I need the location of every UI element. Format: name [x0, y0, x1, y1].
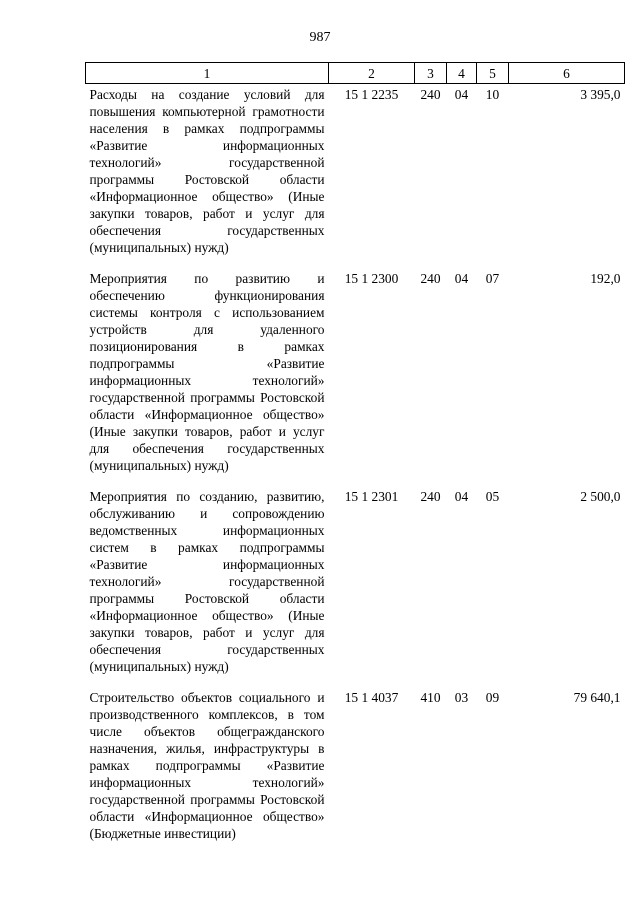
row-section: 04 — [454, 271, 469, 286]
row-section: 04 — [454, 489, 469, 504]
row-subsection: 05 — [485, 489, 500, 504]
row-description: Мероприятия по развитию и обеспечению функционирования системы контроля с использованием устройств для удаленного позиционирования в рамках подпрограммы «Развитие информационных технологий» государственной программы Ростовской области «Информационное общество» (Иные закупки товаров, работ и услуг для обеспечения государственных (муниципальных) нужд) — [89, 271, 325, 473]
row-amount: 79 640,1 — [573, 690, 621, 705]
col-header-5: 5 — [477, 63, 509, 84]
row-amount: 3 395,0 — [580, 87, 621, 102]
table-row — [86, 486, 625, 687]
row-description: Строительство объектов социального и производственного комплексов, в том числе объектов общегражданского назначения, жилья, инфраструктуры в рамках подпрограммы «Развитие информационных технологий» государственной программы Ростовской области «Информационное общество» (Бюджетные инвестиции) — [89, 690, 325, 841]
row-amount: 2 500,0 — [580, 489, 621, 504]
row-expense-type: 240 — [420, 87, 441, 102]
row-description: Мероприятия по созданию, развитию, обслуживанию и сопровождению ведомственных информационных систем в рамках подпрограммы «Развитие информационных технологий» государственной программы Ростовской области «Информационное общество» (Иные закупки товаров, работ и услуг для обеспечения государственных (муниципальных) нужд) — [89, 489, 325, 674]
col-header-4: 4 — [447, 63, 477, 84]
row-subsection: 07 — [485, 271, 500, 286]
row-target-code: 15 1 2301 — [344, 489, 399, 504]
page-number: 987 — [309, 30, 331, 45]
col-header-1: 1 — [86, 63, 329, 84]
row-subsection: 10 — [485, 87, 500, 102]
budget-table — [85, 62, 625, 854]
table-row — [86, 84, 625, 269]
row-section: 04 — [454, 87, 469, 102]
table-row — [86, 268, 625, 486]
row-description: Расходы на создание условий для повышения компьютерной грамотности населения в рамках подпрограммы «Развитие информационных технологий» государственной программы Ростовской области «Информационное общество» (Иные закупки товаров, работ и услуг для обеспечения государственных (муниципальных) нужд) — [89, 87, 325, 255]
row-amount: 192,0 — [590, 271, 621, 286]
col-header-3: 3 — [415, 63, 447, 84]
col-header-6: 6 — [509, 63, 625, 84]
row-expense-type: 410 — [420, 690, 441, 705]
col-header-2: 2 — [329, 63, 415, 84]
row-target-code: 15 1 4037 — [344, 690, 399, 705]
row-expense-type: 240 — [420, 489, 441, 504]
table-row — [86, 687, 625, 854]
table-header-row — [86, 63, 625, 84]
row-target-code: 15 1 2235 — [344, 87, 399, 102]
row-section: 03 — [454, 690, 469, 705]
row-subsection: 09 — [485, 690, 500, 705]
row-target-code: 15 1 2300 — [344, 271, 399, 286]
row-expense-type: 240 — [420, 271, 441, 286]
